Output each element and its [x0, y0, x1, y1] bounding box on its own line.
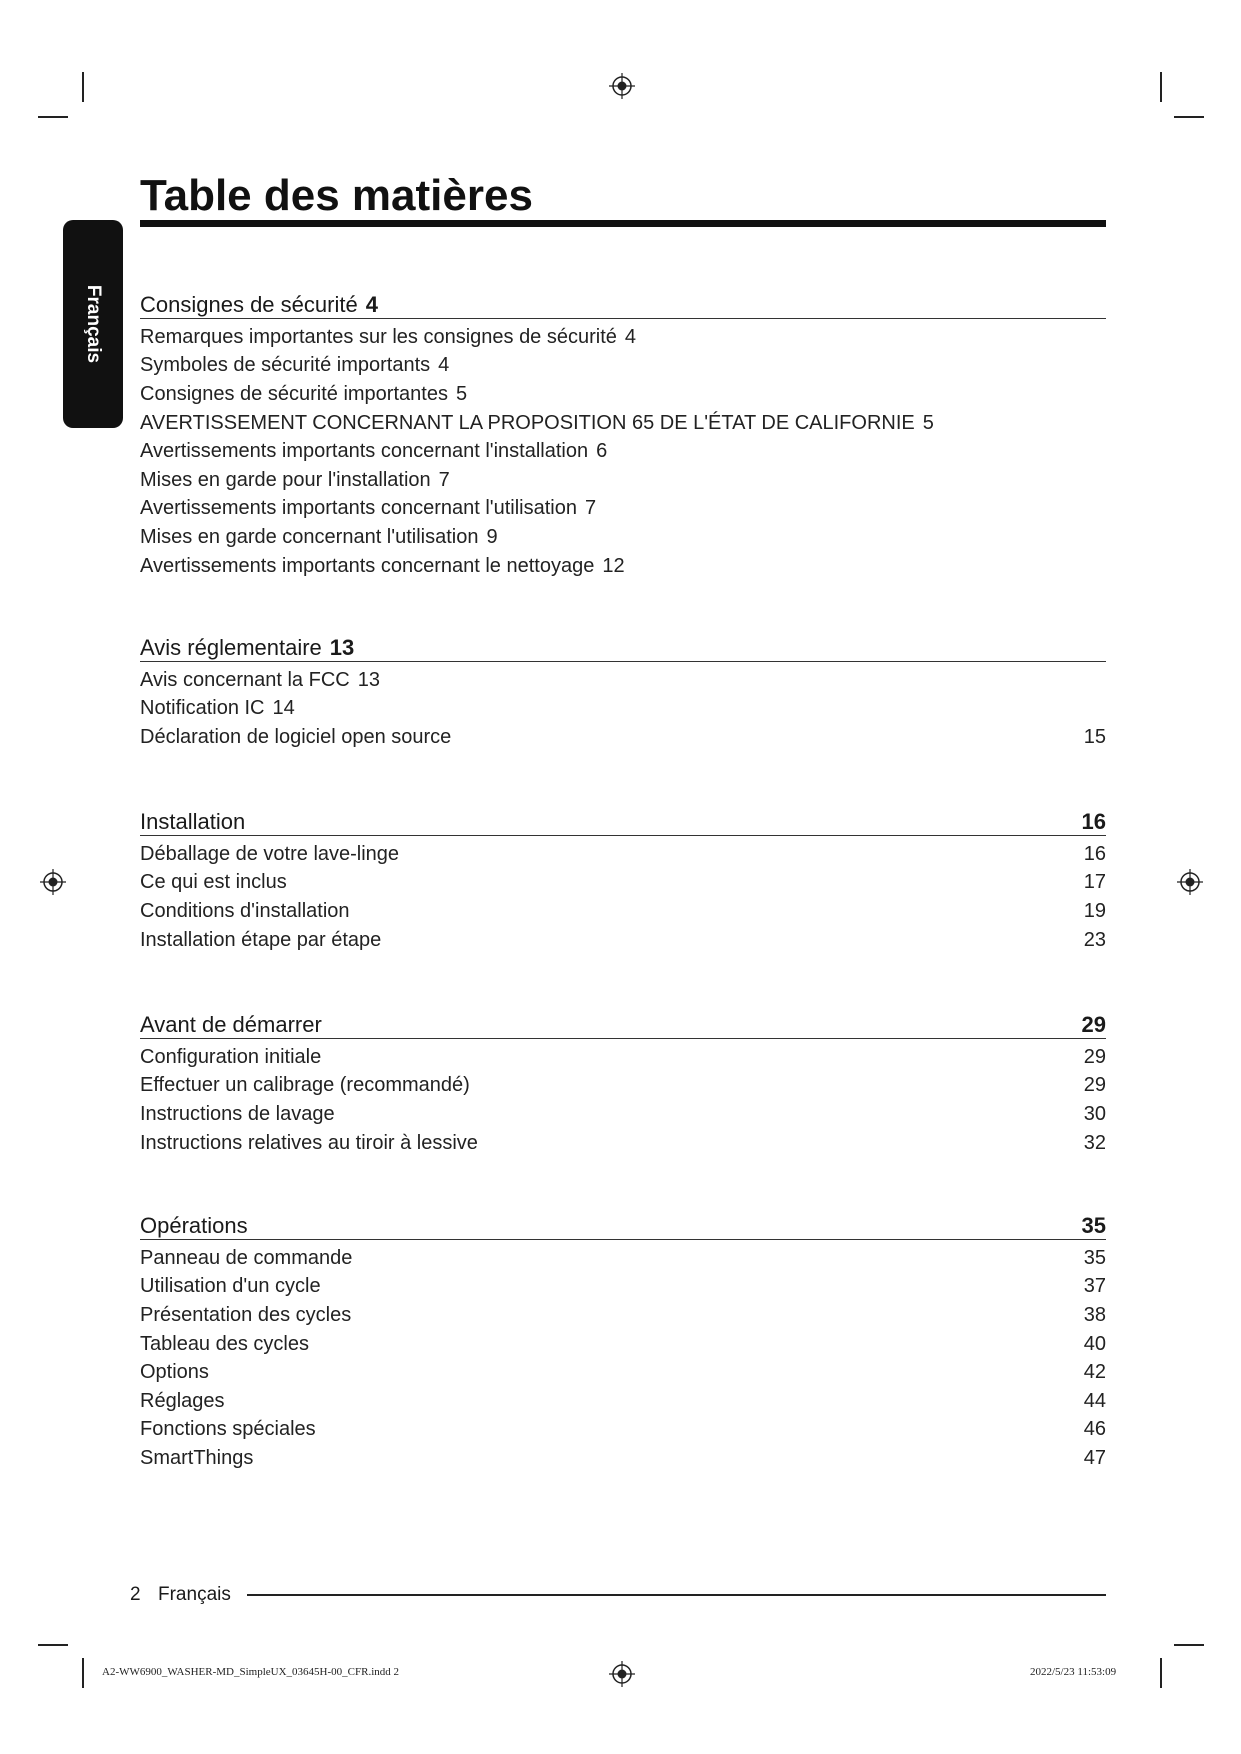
toc-entry-page: 7	[584, 497, 597, 520]
toc-entry-label: Fonctions spéciales	[140, 1418, 316, 1441]
toc-section-regulatory	[140, 627, 1106, 752]
print-slug-file: A2-WW6900_WASHER-MD_SimpleUX_03645H-00_CFR.indd 2	[102, 1666, 399, 1678]
toc-entry-label: Instructions relatives au tiroir à lessive	[140, 1131, 478, 1154]
toc-entry-label: SmartThings	[140, 1446, 254, 1469]
toc-entry-page: 47	[1083, 1446, 1106, 1469]
toc-entry[interactable]	[140, 1100, 1106, 1129]
toc-entry-label: Tableau des cycles	[140, 1332, 309, 1355]
toc-entry-page: 5	[922, 411, 934, 434]
toc-entry[interactable]	[140, 1330, 1106, 1359]
toc-entry-page: 5	[455, 382, 468, 405]
toc-section-heading[interactable]	[140, 801, 1106, 836]
toc-entry-label: Utilisation d'un cycle	[140, 1275, 321, 1298]
toc-entry-page: 9	[486, 525, 498, 548]
toc-entry-page: 29	[1083, 1045, 1106, 1068]
toc-section-title: Avis réglementaire	[140, 635, 322, 660]
crop-mark-icon	[1160, 72, 1162, 102]
page-footer	[130, 1584, 1106, 1606]
toc-entry[interactable]	[140, 897, 1106, 926]
toc-entry-page: 32	[1083, 1131, 1106, 1154]
toc-entry[interactable]	[140, 323, 1106, 352]
toc-entry[interactable]	[140, 409, 1106, 438]
print-slug-timestamp: 2022/5/23 11:53:09	[1030, 1666, 1117, 1678]
language-side-tab	[63, 220, 123, 428]
toc-section-heading[interactable]	[140, 1004, 1106, 1039]
toc-entry-label: Avertissements importants concernant l'installation	[140, 440, 589, 463]
toc-section-installation	[140, 801, 1106, 954]
toc-entry-page: 15	[1083, 725, 1106, 748]
toc-entry-label: Mises en garde concernant l'utilisation	[140, 525, 479, 548]
toc-entry[interactable]	[140, 523, 1106, 552]
toc-entry[interactable]	[140, 1043, 1106, 1072]
toc-entry-page: 17	[1083, 871, 1106, 894]
crop-mark-icon	[82, 72, 84, 102]
toc-section-title: Opérations	[140, 1213, 248, 1238]
toc-entry-label: Panneau de commande	[140, 1246, 353, 1269]
page-title: Table des matières	[140, 171, 533, 220]
toc-entry[interactable]	[140, 1416, 1106, 1445]
toc-entry-page: 44	[1083, 1389, 1106, 1412]
toc-entry[interactable]	[140, 1244, 1106, 1273]
toc-entry-label: Ce qui est inclus	[140, 871, 287, 894]
toc-entry-page: 42	[1083, 1361, 1106, 1384]
toc-entry-label: Notification IC	[140, 697, 265, 720]
crop-mark-icon	[38, 116, 68, 118]
toc-section-title: Installation	[140, 809, 246, 834]
toc-section-title: Consignes de sécurité	[140, 292, 358, 317]
toc-entry[interactable]	[140, 1301, 1106, 1330]
toc-entry-page: 38	[1083, 1303, 1106, 1326]
toc-entry[interactable]	[140, 1387, 1106, 1416]
toc-entry-page: 40	[1083, 1332, 1106, 1355]
toc-entry-page: 7	[438, 468, 450, 491]
language-side-tab-label: Français	[83, 284, 104, 364]
toc-entry[interactable]	[140, 380, 1106, 409]
toc-entry[interactable]	[140, 552, 1106, 581]
toc-entry-page: 19	[1083, 899, 1106, 922]
toc-section-page: 4	[365, 292, 378, 317]
toc-entry-label: Consignes de sécurité importantes	[140, 382, 448, 405]
toc-section-heading[interactable]	[140, 1205, 1106, 1240]
toc-entry[interactable]	[140, 723, 1106, 752]
toc-entry-page: 14	[272, 697, 295, 720]
footer-rule	[247, 1594, 1106, 1596]
toc-entry-label: Avertissements importants concernant le nettoyage	[140, 554, 595, 577]
footer-language: Français	[158, 1584, 231, 1605]
toc-entry-page: 30	[1083, 1102, 1106, 1125]
toc-entry-page: 4	[624, 325, 637, 348]
toc-entry[interactable]	[140, 1358, 1106, 1387]
toc-entry-label: Avis concernant la FCC	[140, 668, 350, 691]
toc-entry[interactable]	[140, 666, 1106, 695]
toc-entry[interactable]	[140, 1273, 1106, 1302]
toc-entry-page: 12	[602, 554, 625, 577]
toc-entry-page: 6	[596, 440, 608, 463]
toc-entry-label: Conditions d'installation	[140, 899, 350, 922]
crop-mark-icon	[1174, 116, 1204, 118]
toc-section-operations	[140, 1205, 1106, 1473]
toc-entry-label: Instructions de lavage	[140, 1102, 335, 1125]
toc-entry-page: 23	[1083, 928, 1106, 951]
toc-entry[interactable]	[140, 437, 1106, 466]
toc-entry-page: 29	[1083, 1074, 1106, 1097]
toc-entry-label: Avertissements importants concernant l'utilisation	[140, 497, 577, 520]
toc-entry[interactable]	[140, 926, 1106, 955]
toc-entry[interactable]	[140, 869, 1106, 898]
toc-entry[interactable]	[140, 1444, 1106, 1473]
toc-section-safety	[140, 284, 1106, 580]
crop-mark-icon	[38, 1644, 68, 1646]
toc-entry[interactable]	[140, 352, 1106, 381]
toc-entry[interactable]	[140, 495, 1106, 524]
registration-mark-icon	[609, 73, 635, 99]
toc-entry-label: Présentation des cycles	[140, 1303, 352, 1326]
toc-entry[interactable]	[140, 840, 1106, 869]
toc-section-title: Avant de démarrer	[140, 1012, 322, 1037]
toc-entry-label: Symboles de sécurité importants	[140, 354, 431, 377]
toc-entry-page: 16	[1083, 842, 1106, 865]
crop-mark-icon	[1174, 1644, 1204, 1646]
title-rule	[140, 220, 1106, 227]
toc-entry-page: 37	[1083, 1275, 1106, 1298]
toc-entry-label: Options	[140, 1361, 209, 1384]
toc-entry-label: AVERTISSEMENT CONCERNANT LA PROPOSITION 65 DE L'ÉTAT DE CALIFORNIE	[140, 411, 915, 434]
toc-section-page: 35	[1081, 1213, 1106, 1238]
toc-entry-label: Déballage de votre lave-linge	[140, 842, 400, 865]
toc-section-heading[interactable]	[140, 284, 1106, 319]
toc-entry-label: Réglages	[140, 1389, 225, 1412]
toc-entry-label: Installation étape par étape	[140, 928, 382, 951]
toc-entry[interactable]	[140, 1072, 1106, 1101]
toc-entry[interactable]	[140, 695, 1106, 724]
toc-section-page: 29	[1081, 1012, 1106, 1037]
crop-mark-icon	[1160, 1658, 1162, 1688]
toc-entry-page: 46	[1083, 1418, 1106, 1441]
toc-entry-page: 35	[1083, 1246, 1106, 1269]
toc-entry-label: Mises en garde pour l'installation	[140, 468, 431, 491]
registration-mark-icon	[609, 1661, 635, 1687]
toc-section-page: 13	[329, 635, 355, 660]
toc-entry-page: 13	[357, 668, 380, 691]
registration-mark-icon	[40, 869, 66, 895]
crop-mark-icon	[82, 1658, 84, 1688]
footer-page-number: 2	[130, 1584, 141, 1605]
toc-entry-label: Effectuer un calibrage (recommandé)	[140, 1074, 470, 1097]
registration-mark-icon	[1177, 869, 1203, 895]
toc-entry[interactable]	[140, 1129, 1106, 1158]
toc-entry-page: 4	[438, 354, 450, 377]
toc-entry-label: Déclaration de logiciel open source	[140, 725, 452, 748]
toc-section-before-starting	[140, 1004, 1106, 1157]
toc-entry[interactable]	[140, 466, 1106, 495]
toc-section-page: 16	[1081, 809, 1106, 834]
toc-entry-label: Remarques importantes sur les consignes de sécurité	[140, 325, 617, 348]
toc-section-heading[interactable]	[140, 627, 1106, 662]
toc-entry-label: Configuration initiale	[140, 1045, 322, 1068]
